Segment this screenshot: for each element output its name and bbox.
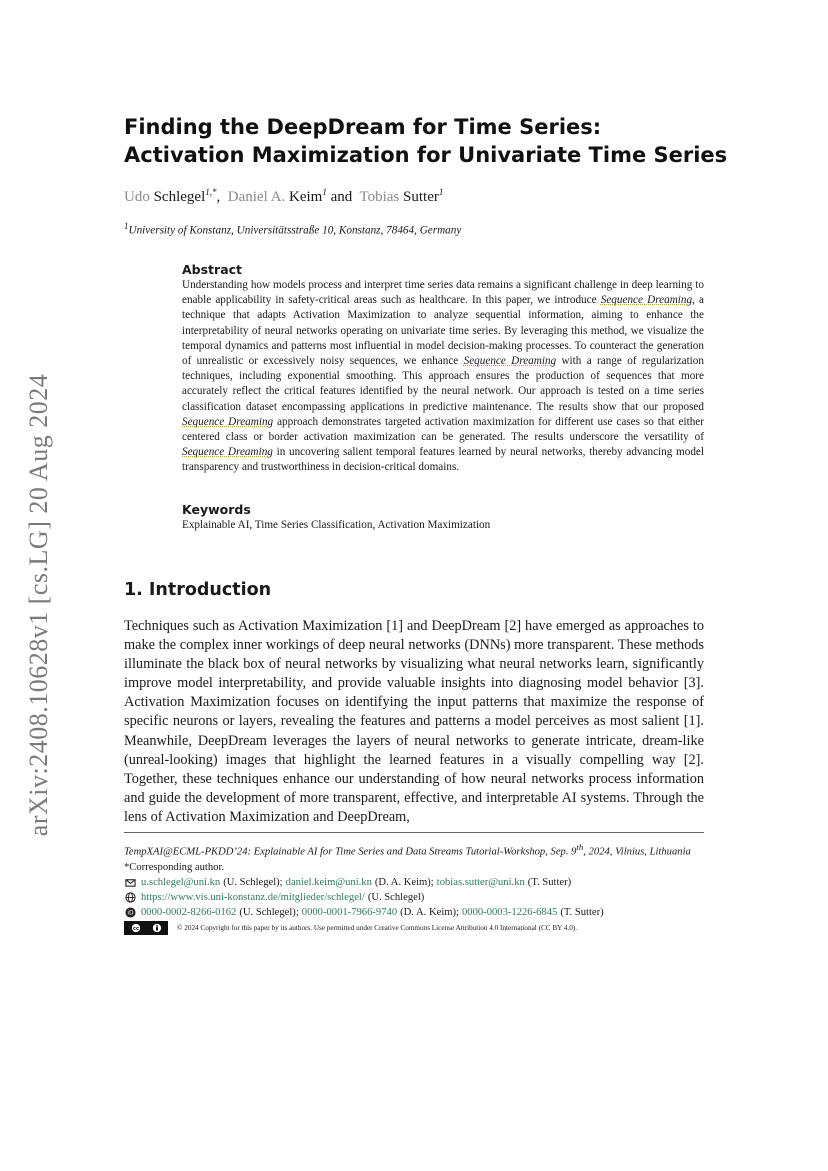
method-name-link[interactable]: Sequence Dreaming xyxy=(463,355,557,368)
email-row: u.schlegel@uni.kn (U. Schlegel); daniel.keim@uni.kn (D. A. Keim); tobias.sutter@uni.kn (T. Sutter) xyxy=(124,875,708,890)
license-row xyxy=(124,921,708,936)
globe-icon xyxy=(124,892,136,904)
copyright-notice: © 2024 Copyright for this paper by its authors. Use permitted under Creative Commons License Attribution 4.0 International (CC BY 4.0). xyxy=(177,923,578,932)
homepage-row: https://www.vis.uni-konstanz.de/mitglieder/schlegel/ (U. Schlegel) xyxy=(124,890,708,905)
keywords-text: Explainable AI, Time Series Classification, Activation Maximization xyxy=(182,519,491,531)
email-link-schlegel[interactable]: u.schlegel@uni.kn xyxy=(141,876,221,888)
keywords-section xyxy=(182,502,704,533)
method-name-link[interactable]: Sequence Dreaming xyxy=(182,446,273,459)
svg-text:cc: cc xyxy=(132,926,139,933)
paper-title xyxy=(124,113,764,169)
venue-footnote: TempXAI@ECML-PKDD’24: Explainable AI for Time Series and Data Streams Tutorial-Workshop, Sep. 9th, 2024, Vilnius, Lithuania xyxy=(124,842,691,858)
footnotes xyxy=(124,840,708,936)
abstract-heading: Abstract xyxy=(182,262,243,277)
abstract-section xyxy=(182,262,704,476)
title-line-1: Finding the DeepDream for Time Series: xyxy=(124,115,602,139)
author-3[interactable]: Tobias Sutter$^1$ xyxy=(359,187,444,205)
author-2[interactable]: Daniel A. Keim$^1$ xyxy=(227,187,327,205)
homepage-link[interactable]: https://www.vis.uni-konstanz.de/mitglieder/schlegel/ xyxy=(141,892,365,904)
corresponding-author-note: *Corresponding author. xyxy=(124,861,225,873)
abstract-text: Understanding how models process and interpret time series data remains a significant challenge in deep learning to enable applicability in safety-critical areas such as healthcare. In this paper, we introduce Sequence Dreaming, a technique that adapts Activation Maximization to analyze sequential information, aiming to enhance the interpretability of neural networks operating on univariate time series. By leveraging this method, we visualize the temporal dynamics and patterns most influential in model decision-making processes. To counteract the generation of unrealistic or excessively noisy sequences, we enhance Sequence Dreaming with a range of regularization techniques, including exponential smoothing. This approach ensures the production of sequences that more accurately reflect the critical features identified by the neural network. Our approach is tested on a time series classification dataset encompassing applications in predictive maintenance. The results show that our proposed Sequence Dreaming approach demonstrates targeted activation maximization for different use cases so that either centered class or border activation maximization can be generated. The results underscore the versatility of Sequence Dreaming in uncovering salient temporal features learned by neural networks, thereby advancing model transparency and trustworthiness in decision-critical domains. xyxy=(182,279,704,474)
svg-text:iD: iD xyxy=(126,910,134,918)
method-name-link[interactable]: Sequence Dreaming xyxy=(600,294,693,307)
method-name-link[interactable]: Sequence Dreaming xyxy=(182,415,274,428)
envelope-icon xyxy=(124,877,136,889)
email-link-keim[interactable]: daniel.keim@uni.kn xyxy=(285,876,372,888)
orcid-icon xyxy=(124,907,136,919)
keywords-heading: Keywords xyxy=(182,502,251,517)
section-heading-introduction: 1. Introduction xyxy=(124,580,272,600)
introduction-body xyxy=(124,617,704,827)
title-line-2: Activation Maximization for Univariate Time Series xyxy=(124,143,728,167)
authors-and: and xyxy=(330,189,353,205)
cc-by-badge-icon[interactable] xyxy=(124,922,168,934)
orcid-link-keim[interactable]: 0000-0001-7966-9740 xyxy=(301,907,398,919)
orcid-link-sutter[interactable]: 0000-0003-1226-6845 xyxy=(461,907,558,919)
arxiv-stamp: arXiv:2408.10628v1 [cs.LG] 20 Aug 2024 xyxy=(24,373,53,837)
author-list: Udo Schlegel$^{1,*}$, Daniel A. Keim$^1$ and Tobias Sutter$^1$ xyxy=(124,187,444,205)
introduction-paragraph: Techniques such as Activation Maximization [1] and DeepDream [2] have emerged as approaches to make the complex inner workings of deep neural networks (DNNs) more transparent. These methods illuminate the black box of neural networks by visualizing what neural networks learn, significantly improve model interpretability, and provide valuable insights into diagnosing model behavior [3]. Activation Maximization focuses on identifying the input patterns that maximize the response of specific neurons or layers, revealing the features and patterns a model perceives as most salient [1]. Meanwhile, DeepDream leverages the layers of neural networks to generate intricate, dream-like (unreal-looking) images that highlight the learned features in a visually compelling way [2]. Together, these techniques enhance our understanding of how neural networks process information and guide the development of more transparent, effective, and interpretable AI systems. Through the lens of Activation Maximization and DeepDream, xyxy=(124,618,704,825)
author-1[interactable]: Udo Schlegel$^{1,*}$ xyxy=(124,187,217,205)
affiliation: $^1$University of Konstanz, Universitätsstraße 10, Konstanz, 78464, Germany xyxy=(124,221,462,237)
orcid-link-schlegel[interactable]: 0000-0002-8266-0162 xyxy=(141,907,237,919)
orcid-row: iD 0000-0002-8266-0162 (U. Schlegel); 0000-0001-7966-9740 (D. A. Keim); 0000-0003-1226-6845 (T. Sutter) xyxy=(124,905,708,920)
email-link-sutter[interactable]: tobias.sutter@uni.kn xyxy=(436,876,525,888)
footnote-divider xyxy=(124,832,704,833)
